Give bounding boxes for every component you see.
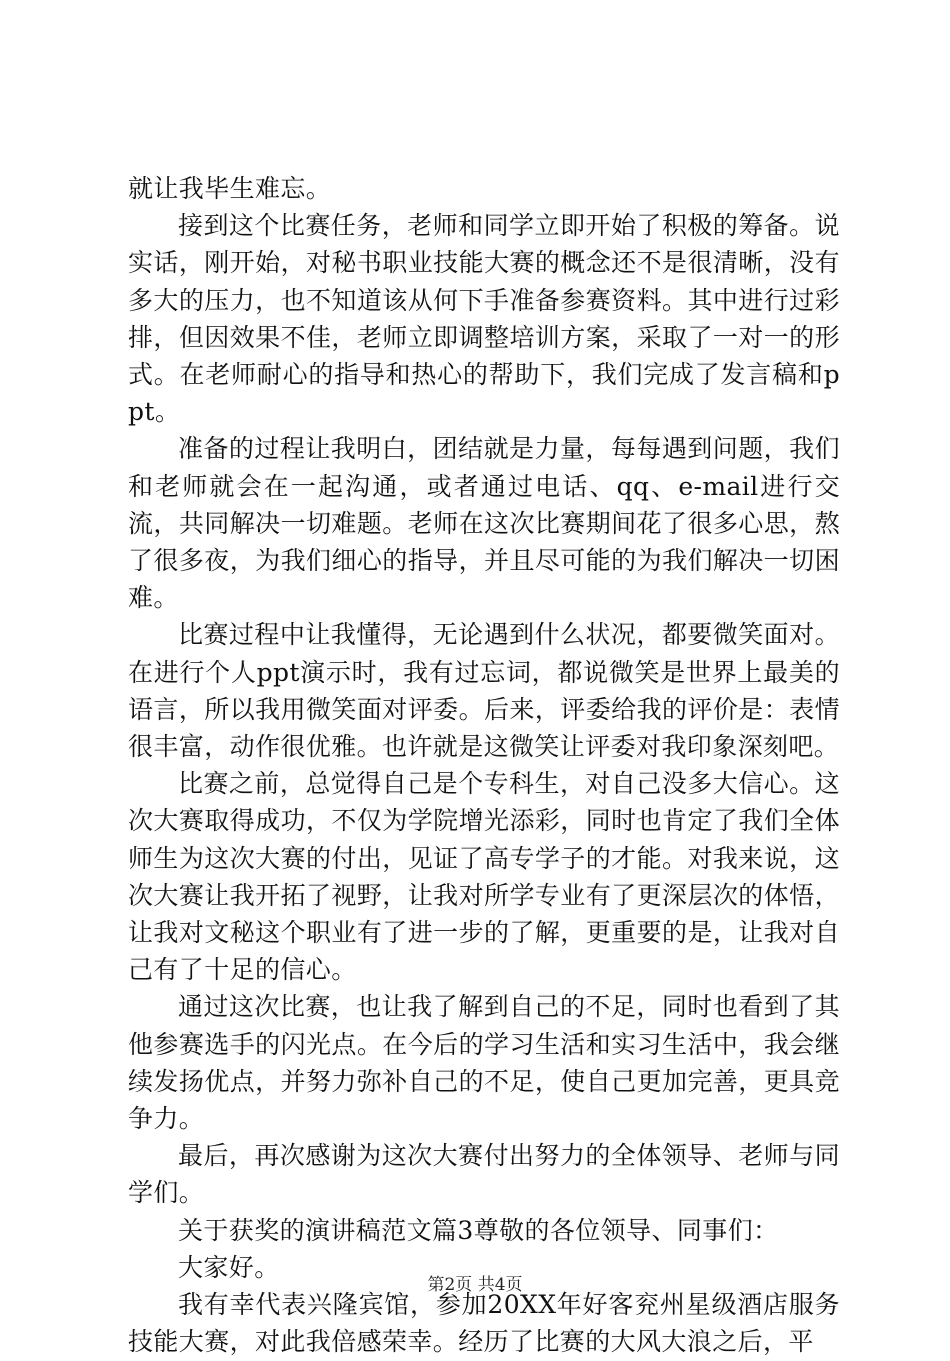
document-body — [128, 170, 840, 1361]
paragraph: 大家好。 — [178, 1252, 280, 1282]
paragraph: 比赛过程中让我懂得，无论遇到什么状况，都要微笑面对。在进行个人ppt演示时，我有过忘词，都说微笑是世界上最美的语言，所以我用微笑面对评委。后来，评委给我的评价是：表情很丰富，动作很优雅。也许就是这微笑让评委对我印象深刻吧。 — [128, 620, 840, 762]
paragraph: 比赛之前，总觉得自己是个专科生，对自己没多大信心。这次大赛取得成功，不仅为学院增光添彩，同时也肯定了我们全体师生为这次大赛的付出，见证了高专学子的才能。对我来说，这次大赛让我开拓了视野，让我对所学专业有了更深层次的体悟，让我对文秘这个职业有了进一步的了解，更重要的是，让我对自己有了十足的信心。 — [128, 769, 840, 985]
paragraph: 通过这次比赛，也让我了解到自己的不足，同时也看到了其他参赛选手的闪光点。在今后的学习生活和实习生活中，我会继续发扬优点，并努力弥补自己的不足，使自己更加完善，更具竞争力。 — [128, 992, 840, 1134]
paragraph: 就让我毕生难忘。 — [128, 174, 332, 203]
paragraph: 接到这个比赛任务，老师和同学立即开始了积极的筹备。说实话，刚开始，对秘书职业技能大赛的概念还不是很清晰，没有多大的压力，也不知道该从何下手准备参赛资料。其中进行过彩排，但因效果不佳，老师立即调整培训方案，采取了一对一的形式。在老师耐心的指导和热心的帮助下，我们完成了发言稿和ppt。 — [128, 211, 840, 427]
paragraph: 我有幸代表兴隆宾馆，参加20XX年好客兖州星级酒店服务技能大赛，对此我倍感荣幸。经历了比赛的大风大浪之后，平 — [128, 1290, 840, 1357]
paragraph: 关于获奖的演讲稿范文篇3尊敬的各位领导、同事们： — [178, 1215, 779, 1245]
paragraph: 准备的过程让我明白，团结就是力量，每每遇到问题，我们和老师就会在一起沟通，或者通过电话、qq、e-mail进行交流，共同解决一切难题。老师在这次比赛期间花了很多心思，熬了很多夜，为我们细心的指导，并且尽可能的为我们解决一切困难。 — [128, 434, 840, 613]
paragraph: 最后，再次感谢为这次大赛付出努力的全体领导、老师与同学们。 — [128, 1141, 840, 1208]
page-number-footer: 第2页 共4页 — [427, 1275, 523, 1295]
